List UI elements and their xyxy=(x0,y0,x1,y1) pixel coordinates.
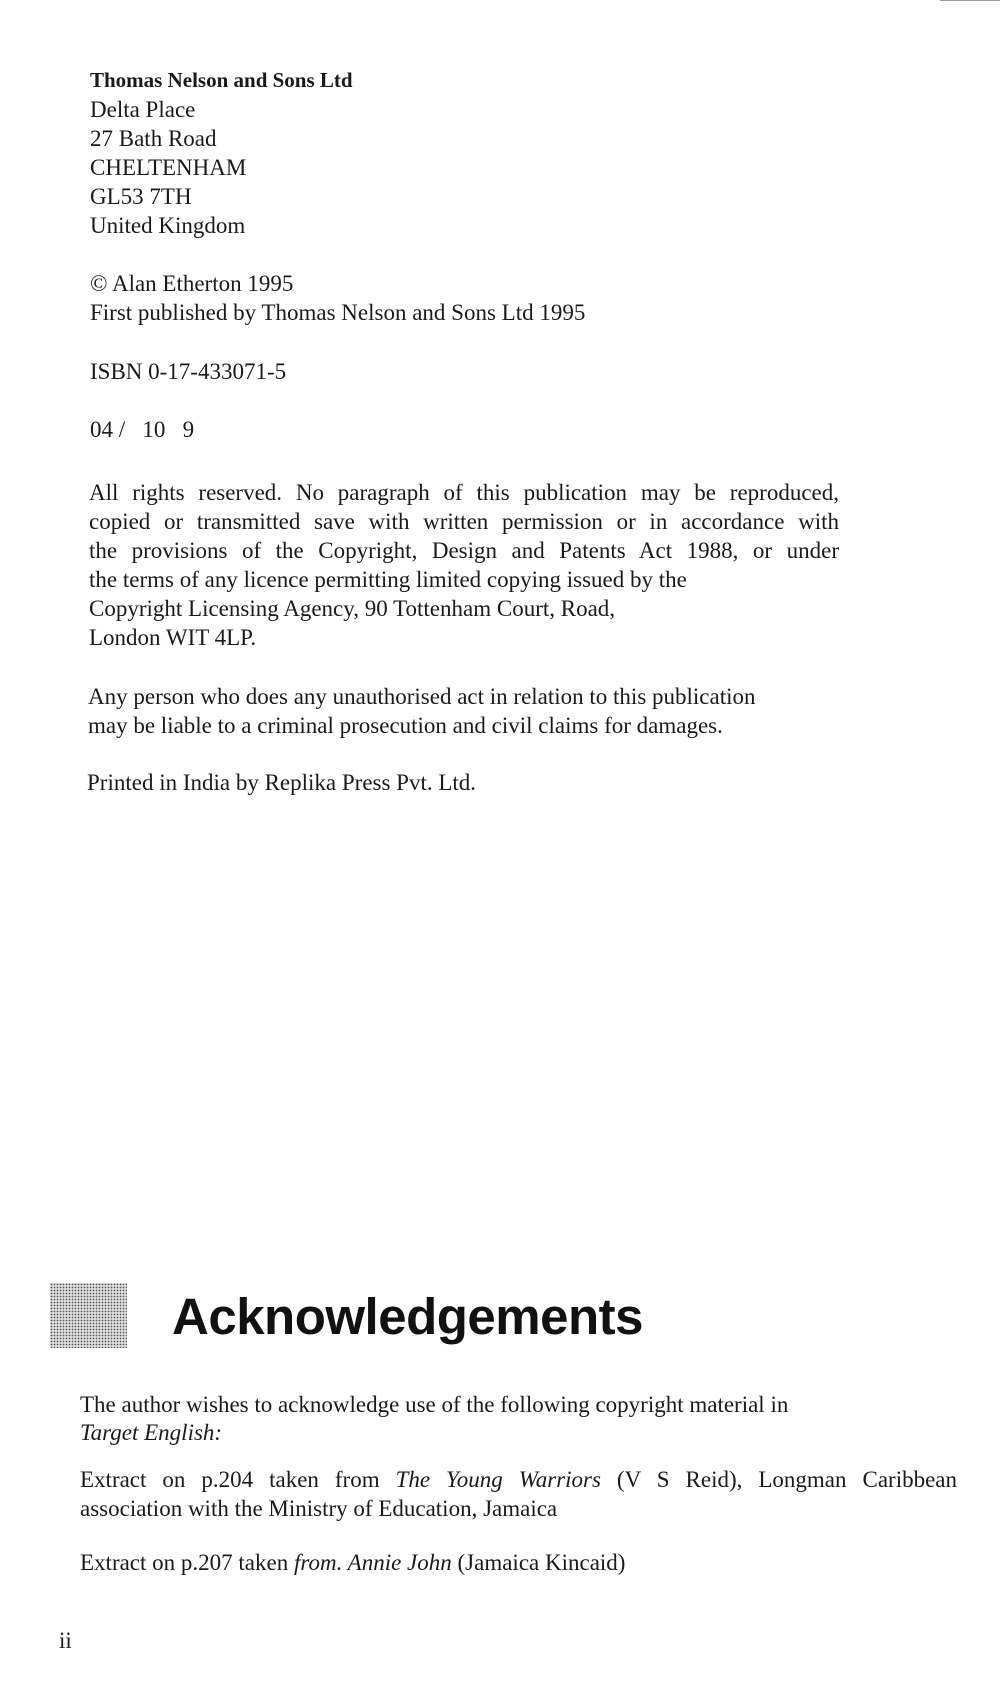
rights-line: All rights reserved. No paragraph of this publication may be reproduced, xyxy=(89,480,839,505)
ack-extract-2 xyxy=(80,1548,625,1577)
copyright-line: © Alan Etherton 1995 xyxy=(90,271,294,296)
extract-text: (V S Reid), Longman Caribbean xyxy=(600,1467,957,1492)
print-code: 04 / 10 9 xyxy=(90,417,195,442)
rights-line: Copyright Licensing Agency, 90 Tottenham Court, Road, xyxy=(89,596,616,621)
acknowledgements-heading: Acknowledgements xyxy=(172,1288,643,1345)
rights-line: copied or transmitted save with written permission or in accordance with xyxy=(89,509,839,534)
halftone-square-decoration xyxy=(50,1283,127,1348)
address-line: Delta Place xyxy=(90,97,196,122)
publisher-name: Thomas Nelson and Sons Ltd xyxy=(90,68,353,92)
address-line: 27 Bath Road xyxy=(90,126,217,151)
address-line: CHELTENHAM xyxy=(90,155,247,180)
isbn: ISBN 0-17-433071-5 xyxy=(90,359,287,384)
rights-line: the provisions of the Copyright, Design and Patents Act 1988, or under xyxy=(89,538,839,563)
book-title: from. Annie John xyxy=(293,1550,452,1575)
ack-intro-title xyxy=(80,1418,222,1447)
book-title: Target English: xyxy=(80,1420,223,1445)
extract-text: Extract on p.207 taken xyxy=(80,1550,294,1575)
ack-extract-1 xyxy=(80,1465,957,1494)
page-number: ii xyxy=(59,1628,72,1653)
ack-extract-1-line-2: association with the Ministry of Education, Jamaica xyxy=(80,1496,558,1521)
book-title: The Young Warriors xyxy=(395,1467,601,1492)
liability-line: Any person who does any unauthorised act in relation to this publication xyxy=(88,684,756,709)
scan-edge-line xyxy=(940,0,1000,1)
liability-line: may be liable to a criminal prosecution and civil claims for damages. xyxy=(88,713,723,738)
address-line: GL53 7TH xyxy=(90,184,192,209)
ack-intro: The author wishes to acknowledge use of the following copyright material in xyxy=(80,1392,789,1417)
rights-line: the terms of any licence permitting limited copying issued by the xyxy=(89,567,687,592)
extract-text: (Jamaica Kincaid) xyxy=(451,1550,626,1575)
rights-line: London WIT 4LP. xyxy=(89,625,257,650)
extract-text: Extract on p.204 taken from xyxy=(80,1467,396,1492)
first-published-line: First published by Thomas Nelson and Sons Ltd 1995 xyxy=(90,300,586,325)
printer-line: Printed in India by Replika Press Pvt. Ltd. xyxy=(87,770,477,795)
address-line: United Kingdom xyxy=(90,213,246,238)
